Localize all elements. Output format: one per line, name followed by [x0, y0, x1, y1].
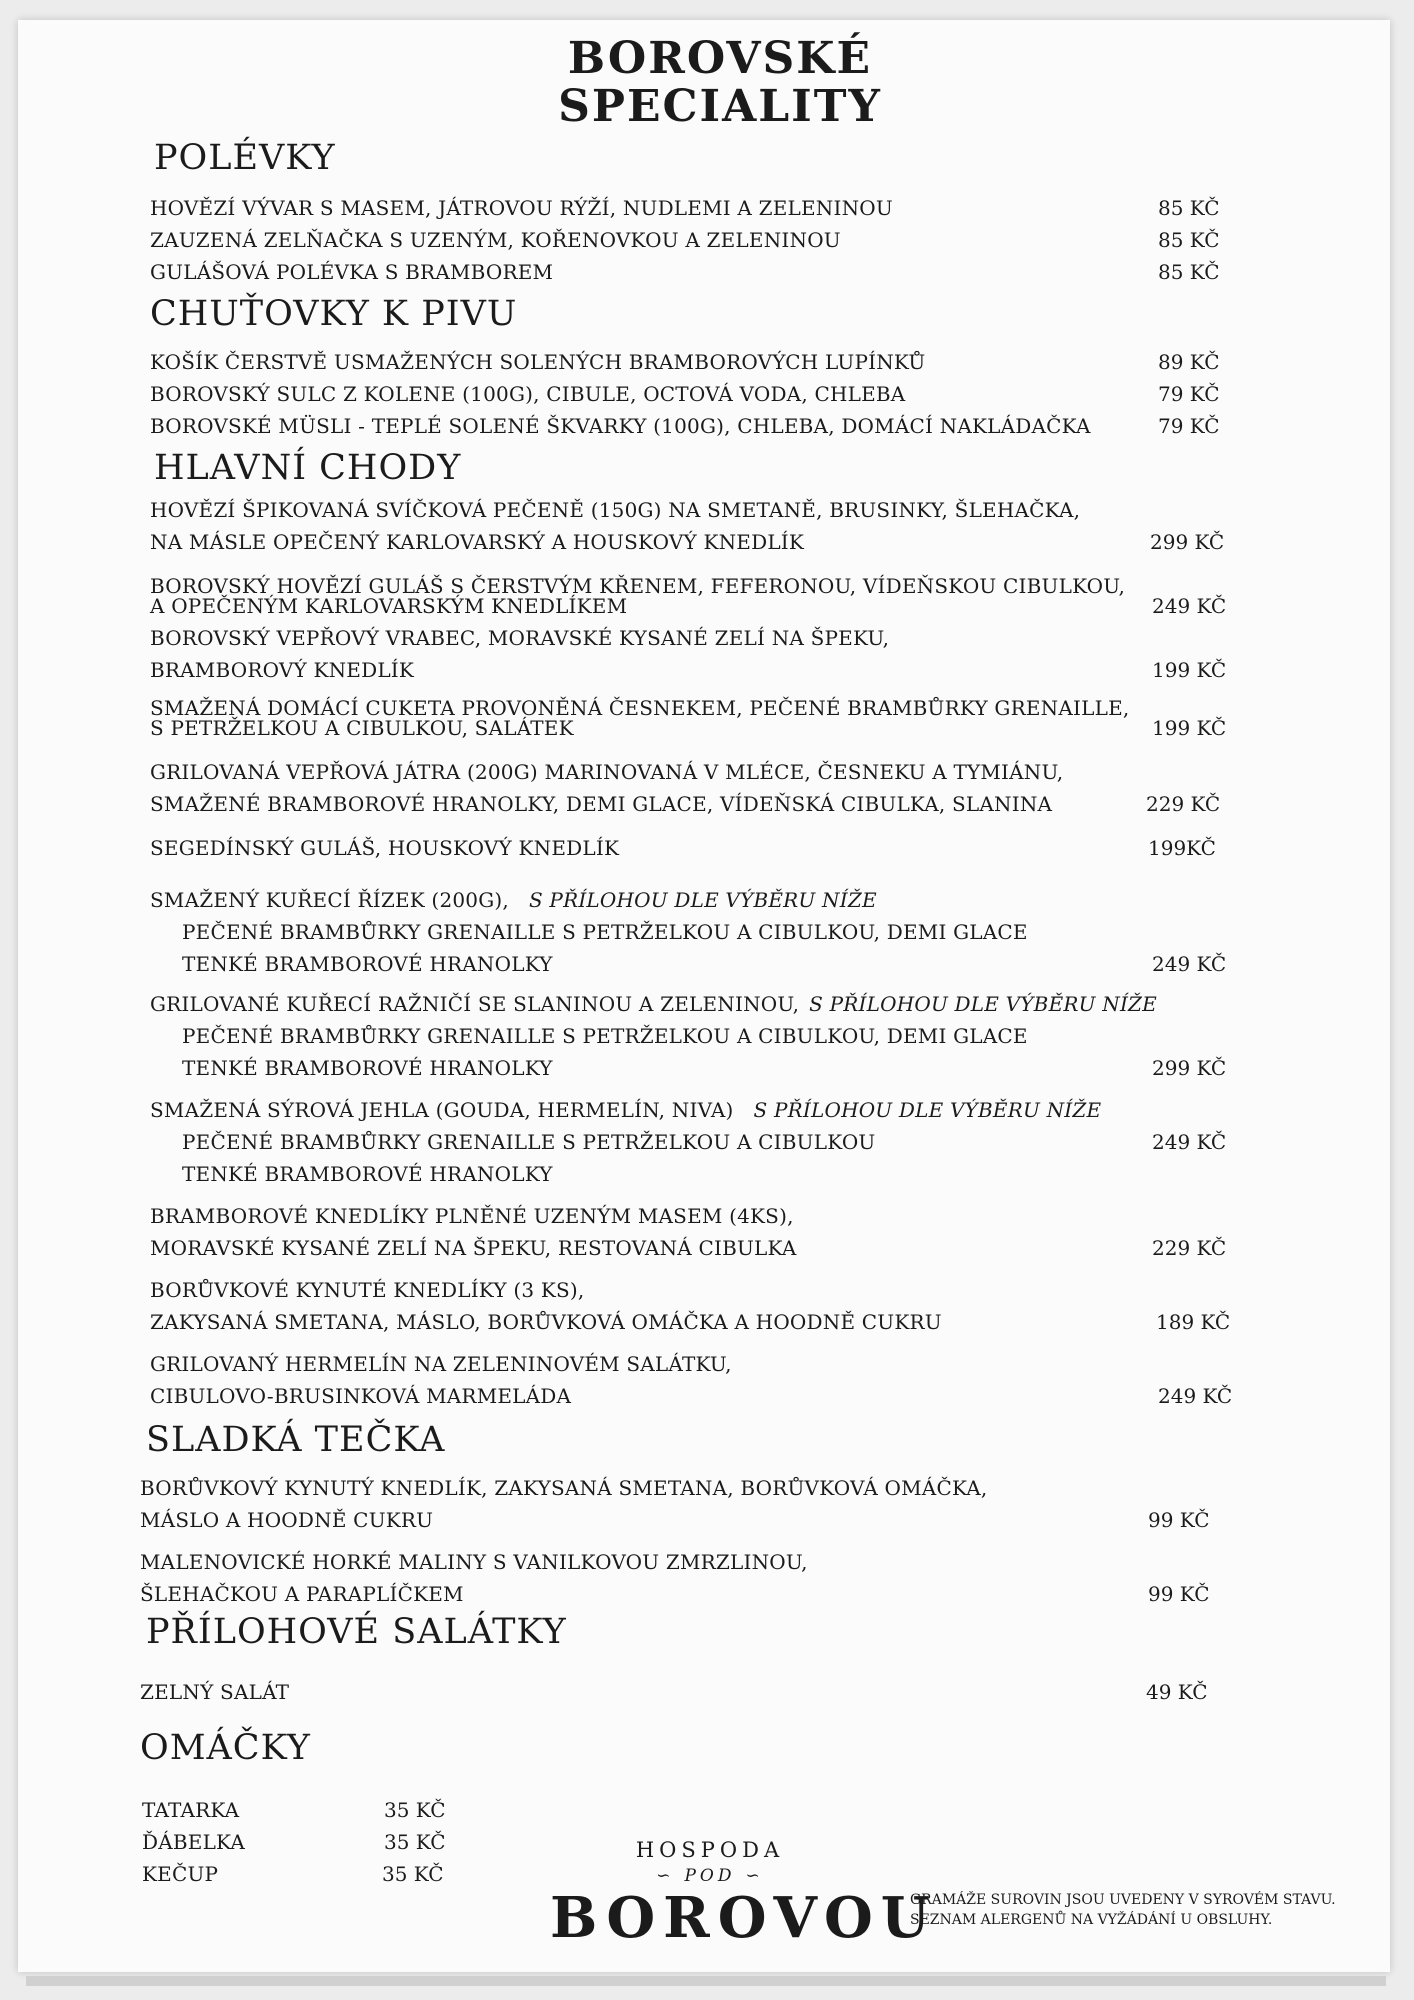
menu-item-name-cont: MÁSLO A HOODNĚ CUKRU	[140, 1508, 434, 1532]
menu-item-name-cont: MORAVSKÉ KYSANÉ ZELÍ NA ŠPEKU, RESTOVANÁ CIBULKA	[150, 1236, 797, 1260]
menu-item-name: SMAŽENÁ SÝROVÁ JEHLA (GOUDA, HERMELÍN, NIVA) S PŘÍLOHOU DLE VÝBĚRU NÍŽE	[150, 1098, 1102, 1122]
logo-main-text: BOROVOU	[550, 1885, 938, 1951]
side-option: TENKÉ BRAMBOROVÉ HRANOLKY	[182, 1162, 553, 1186]
section-heading-hlavni: HLAVNÍ CHODY	[154, 448, 462, 488]
menu-item-price: 199 KČ	[1152, 658, 1227, 682]
sauce-name: ĎÁBELKA	[142, 1830, 246, 1854]
menu-item-name: ZELNÝ SALÁT	[140, 1680, 290, 1704]
sauce-price: 35 KČ	[382, 1862, 444, 1886]
menu-item-price: 49 KČ	[1146, 1680, 1208, 1704]
menu-item-price: 199KČ	[1148, 836, 1216, 860]
menu-item-name: BORŮVKOVÉ KYNUTÉ KNEDLÍKY (3 KS),	[150, 1278, 585, 1302]
menu-item-price: 99 KČ	[1148, 1508, 1210, 1532]
menu-item-price: 79 KČ	[1158, 382, 1220, 406]
menu-item-price: 299 KČ	[1150, 530, 1225, 554]
menu-item-price: 229 KČ	[1146, 792, 1221, 816]
menu-item-price: 249 KČ	[1158, 1384, 1233, 1408]
menu-item-name-cont: A OPEČENÝM KARLOVARSKÝM KNEDLÍKEM	[150, 594, 628, 618]
footer-note-line2: SEZNAM ALERGENŮ NA VYŽÁDÁNÍ U OBSLUHY.	[910, 1912, 1273, 1928]
menu-item-price: 199 KČ	[1152, 716, 1227, 740]
page-bottom-edge	[26, 1976, 1386, 1986]
menu-item-price: 89 KČ	[1158, 350, 1220, 374]
side-dish-note: S PŘÍLOHOU DLE VÝBĚRU NÍŽE	[753, 1098, 1102, 1122]
logo-top-text: HOSPODA	[635, 1838, 785, 1862]
restaurant-logo	[550, 1838, 938, 1951]
menu-item-name: MALENOVICKÉ HORKÉ MALINY S VANILKOVOU ZMRZLINOU,	[140, 1550, 808, 1574]
menu-item-name-cont: NA MÁSLE OPEČENÝ KARLOVARSKÝ A HOUSKOVÝ KNEDLÍK	[150, 530, 805, 554]
menu-item-name: BOROVSKÝ SULC Z KOLENE (100G), CIBULE, OCTOVÁ VODA, CHLEBA	[150, 382, 906, 406]
menu-item-name: BOROVSKÉ MÜSLI - TEPLÉ SOLENÉ ŠKVARKY (100G), CHLEBA, DOMÁCÍ NAKLÁDAČKA	[150, 414, 1091, 438]
side-option: TENKÉ BRAMBOROVÉ HRANOLKY	[182, 1056, 553, 1080]
menu-item-name: GRILOVANÝ HERMELÍN NA ZELENINOVÉM SALÁTKU,	[150, 1352, 732, 1376]
side-option: TENKÉ BRAMBOROVÉ HRANOLKY	[182, 952, 553, 976]
ornament-icon: ∽	[745, 1866, 764, 1886]
side-dish-note: S PŘÍLOHOU DLE VÝBĚRU NÍŽE	[528, 888, 877, 912]
menu-item-name: HOVĚZÍ VÝVAR S MASEM, JÁTROVOU RÝŽÍ, NUDLEMI A ZELENINOU	[150, 196, 893, 220]
menu-item-price: 229 KČ	[1152, 1236, 1227, 1260]
section-heading-omacky: OMÁČKY	[140, 1728, 311, 1768]
menu-item-price: 249 KČ	[1152, 1130, 1227, 1154]
menu-item-name-cont: CIBULOVO-BRUSINKOVÁ MARMELÁDA	[150, 1384, 572, 1408]
side-option: PEČENÉ BRAMBŮRKY GRENAILLE S PETRŽELKOU A CIBULKOU, DEMI GLACE	[182, 1024, 1028, 1048]
menu-item-price: 85 KČ	[1158, 228, 1220, 252]
menu-title-line1: BOROVSKÉ	[567, 33, 873, 84]
menu-item-price: 189 KČ	[1156, 1310, 1231, 1334]
side-option: PEČENÉ BRAMBŮRKY GRENAILLE S PETRŽELKOU A CIBULKOU, DEMI GLACE	[182, 920, 1028, 944]
menu-item-name: HOVĚZÍ ŠPIKOVANÁ SVÍČKOVÁ PEČENĚ (150G) NA SMETANĚ, BRUSINKY, ŠLEHAČKA,	[150, 498, 1081, 522]
menu-item-price: 85 KČ	[1158, 196, 1220, 220]
menu-item-price: 249 KČ	[1152, 952, 1227, 976]
menu-item-name: BORŮVKOVÝ KYNUTÝ KNEDLÍK, ZAKYSANÁ SMETANA, BORŮVKOVÁ OMÁČKA,	[140, 1476, 988, 1500]
menu-item-name-cont: SMAŽENÉ BRAMBOROVÉ HRANOLKY, DEMI GLACE, VÍDEŇSKÁ CIBULKA, SLANINA	[150, 792, 1053, 816]
menu-item-name: SMAŽENÁ DOMÁCÍ CUKETA PROVONĚNÁ ČESNEKEM, PEČENÉ BRAMBŮRKY GRENAILLE,	[150, 696, 1130, 720]
menu-item-name: KOŠÍK ČERSTVĚ USMAŽENÝCH SOLENÝCH BRAMBOROVÝCH LUPÍNKŮ	[150, 350, 926, 374]
menu-item-name: GRILOVANÁ VEPŘOVÁ JÁTRA (200G) MARINOVANÁ V MLÉCE, ČESNEKU A TYMIÁNU,	[150, 760, 1064, 784]
menu-item-price: 85 KČ	[1158, 260, 1220, 284]
logo-mid-text: POD	[684, 1866, 736, 1886]
sauce-price: 35 KČ	[384, 1798, 446, 1822]
footer-note-line1: GRAMÁŽE SUROVIN JSOU UVEDENY V SYROVÉM STAVU.	[910, 1892, 1336, 1908]
side-option: PEČENÉ BRAMBŮRKY GRENAILLE S PETRŽELKOU A CIBULKOU	[182, 1130, 876, 1154]
menu-item-name: GULÁŠOVÁ POLÉVKA S BRAMBOREM	[150, 260, 554, 284]
menu-item-name: SEGEDÍNSKÝ GULÁŠ, HOUSKOVÝ KNEDLÍK	[150, 836, 620, 860]
menu-item-name: ZAUZENÁ ZELŇAČKA S UZENÝM, KOŘENOVKOU A ZELENINOU	[150, 228, 841, 252]
menu-item-price: 79 KČ	[1158, 414, 1220, 438]
side-dish-note: S PŘÍLOHOU DLE VÝBĚRU NÍŽE	[809, 992, 1157, 1016]
menu-item-name-cont: ŠLEHAČKOU A PARAPLÍČKEM	[140, 1582, 464, 1606]
menu-item-name: BRAMBOROVÉ KNEDLÍKY PLNĚNÉ UZENÝM MASEM (4KS),	[150, 1204, 794, 1228]
menu-item-price: 99 KČ	[1148, 1582, 1210, 1606]
menu-title-line2: SPECIALITY	[558, 81, 882, 132]
menu-item-name-cont: S PETRŽELKOU A CIBULKOU, SALÁTEK	[150, 716, 574, 740]
menu-item-name: BOROVSKÝ HOVĚZÍ GULÁŠ S ČERSTVÝM KŘENEM, FEFERONOU, VÍDEŇSKOU CIBULKOU,	[150, 574, 1126, 598]
sauce-price: 35 KČ	[384, 1830, 446, 1854]
sauce-name: KEČUP	[142, 1862, 219, 1886]
section-heading-sladka: SLADKÁ TEČKA	[146, 1420, 446, 1460]
menu-item-price: 299 KČ	[1152, 1056, 1227, 1080]
menu-item-price: 249 KČ	[1152, 594, 1227, 618]
menu-item-name: BOROVSKÝ VEPŘOVÝ VRABEC, MORAVSKÉ KYSANÉ ZELÍ NA ŠPEKU,	[150, 626, 890, 650]
ornament-icon: ∽	[656, 1866, 675, 1886]
section-heading-polevky: POLÉVKY	[154, 138, 336, 178]
sauce-name: TATARKA	[142, 1798, 240, 1822]
menu-item-name-cont: ZAKYSANÁ SMETANA, MÁSLO, BORŮVKOVÁ OMÁČKA A HOODNĚ CUKRU	[150, 1310, 942, 1334]
section-heading-chutovky: CHUŤOVKY K PIVU	[150, 294, 518, 334]
menu-item-name: GRILOVANÉ KUŘECÍ RAŽNIČÍ SE SLANINOU A ZELENINOU, S PŘÍLOHOU DLE VÝBĚRU NÍŽE	[150, 992, 1157, 1016]
menu-item-name: SMAŽENÝ KUŘECÍ ŘÍZEK (200G), S PŘÍLOHOU DLE VÝBĚRU NÍŽE	[150, 888, 877, 912]
section-heading-salatky: PŘÍLOHOVÉ SALÁTKY	[146, 1612, 567, 1652]
menu-item-name-cont: BRAMBOROVÝ KNEDLÍK	[150, 658, 415, 682]
